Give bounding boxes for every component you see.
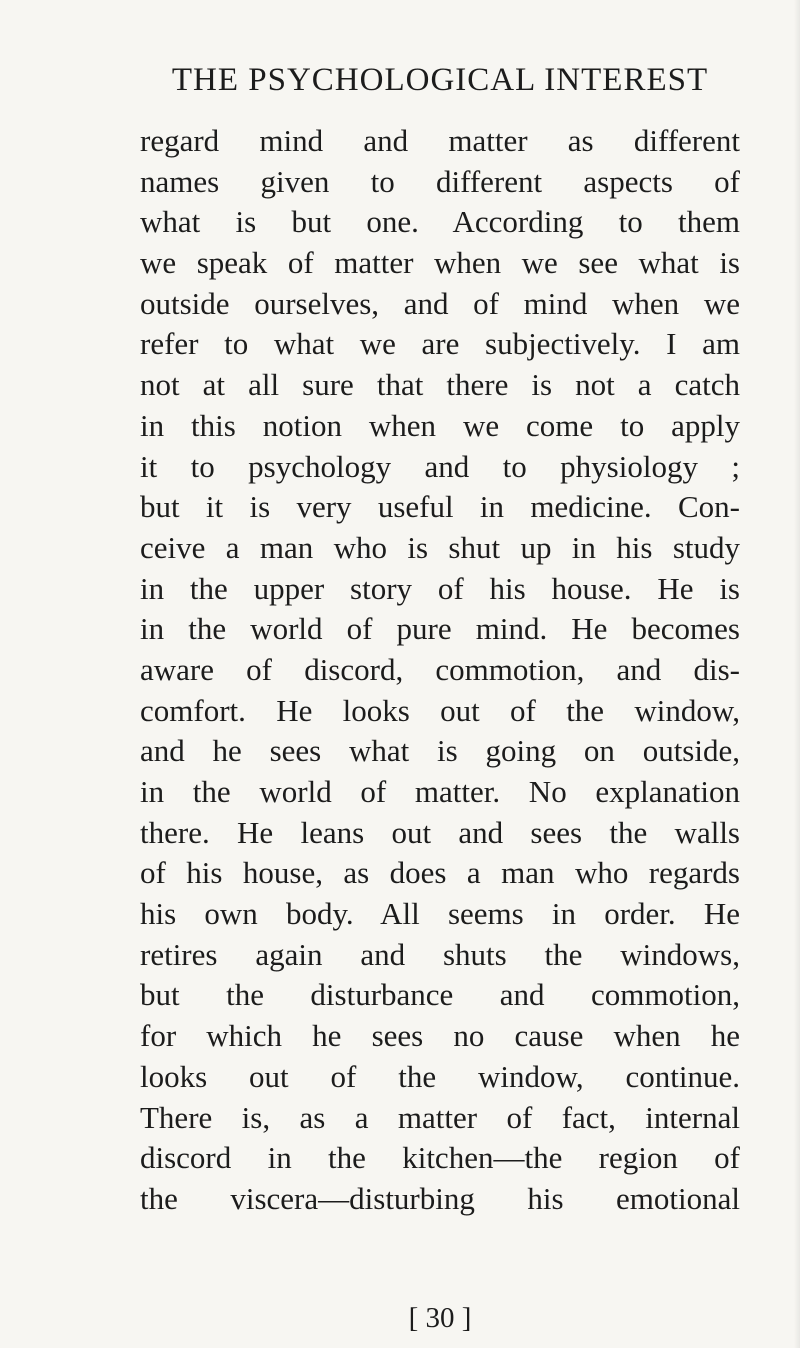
text-line: and he sees what is going on outside, (140, 733, 740, 769)
text-line: it to psychology and to physiology ; (140, 448, 740, 484)
text-line: outside ourselves, and of mind when we (140, 285, 740, 321)
body-text (140, 121, 740, 1220)
text-line: there. He leans out and sees the walls (140, 814, 740, 850)
text-line: refer to what we are subjectively. I am (140, 326, 740, 362)
text-line: looks out of the window, continue. (140, 1058, 740, 1094)
text-line: in this notion when we come to apply (140, 407, 740, 443)
text-line: not at all sure that there is not a catch (140, 367, 740, 403)
text-line: for which he sees no cause when he (140, 1018, 740, 1054)
text-line: retires again and shuts the windows, (140, 936, 740, 972)
text-line: what is but one. According to them (140, 204, 740, 240)
text-line: aware of discord, commotion, and dis- (140, 651, 740, 687)
text-line: but it is very useful in medicine. Con- (140, 489, 740, 525)
text-line: of his house, as does a man who regards (140, 855, 740, 891)
text-line: the viscera—disturbing his emotional (140, 1180, 740, 1216)
text-line: we speak of matter when we see what is (140, 245, 740, 281)
text-line: regard mind and matter as different (140, 123, 740, 158)
text-line: but the disturbance and commotion, (140, 977, 740, 1013)
text-line: in the upper story of his house. He is (140, 570, 740, 606)
text-line: in the world of pure mind. He becomes (140, 611, 740, 647)
page-number: [ 30 ] (408, 1302, 472, 1334)
text-line: in the world of matter. No explanation (140, 774, 740, 809)
text-line: There is, as a matter of fact, internal (140, 1099, 740, 1135)
text-line: comfort. He looks out of the window, (140, 692, 740, 728)
text-line: names given to different aspects of (140, 163, 740, 199)
text-line: discord in the kitchen—the region of (140, 1140, 740, 1176)
page-edge-shadow (794, 0, 800, 1348)
text-line: ceive a man who is shut up in his study (140, 529, 740, 565)
text-line: his own body. All seems in order. He (140, 896, 740, 932)
running-head: THE PSYCHOLOGICAL INTEREST (171, 62, 709, 98)
